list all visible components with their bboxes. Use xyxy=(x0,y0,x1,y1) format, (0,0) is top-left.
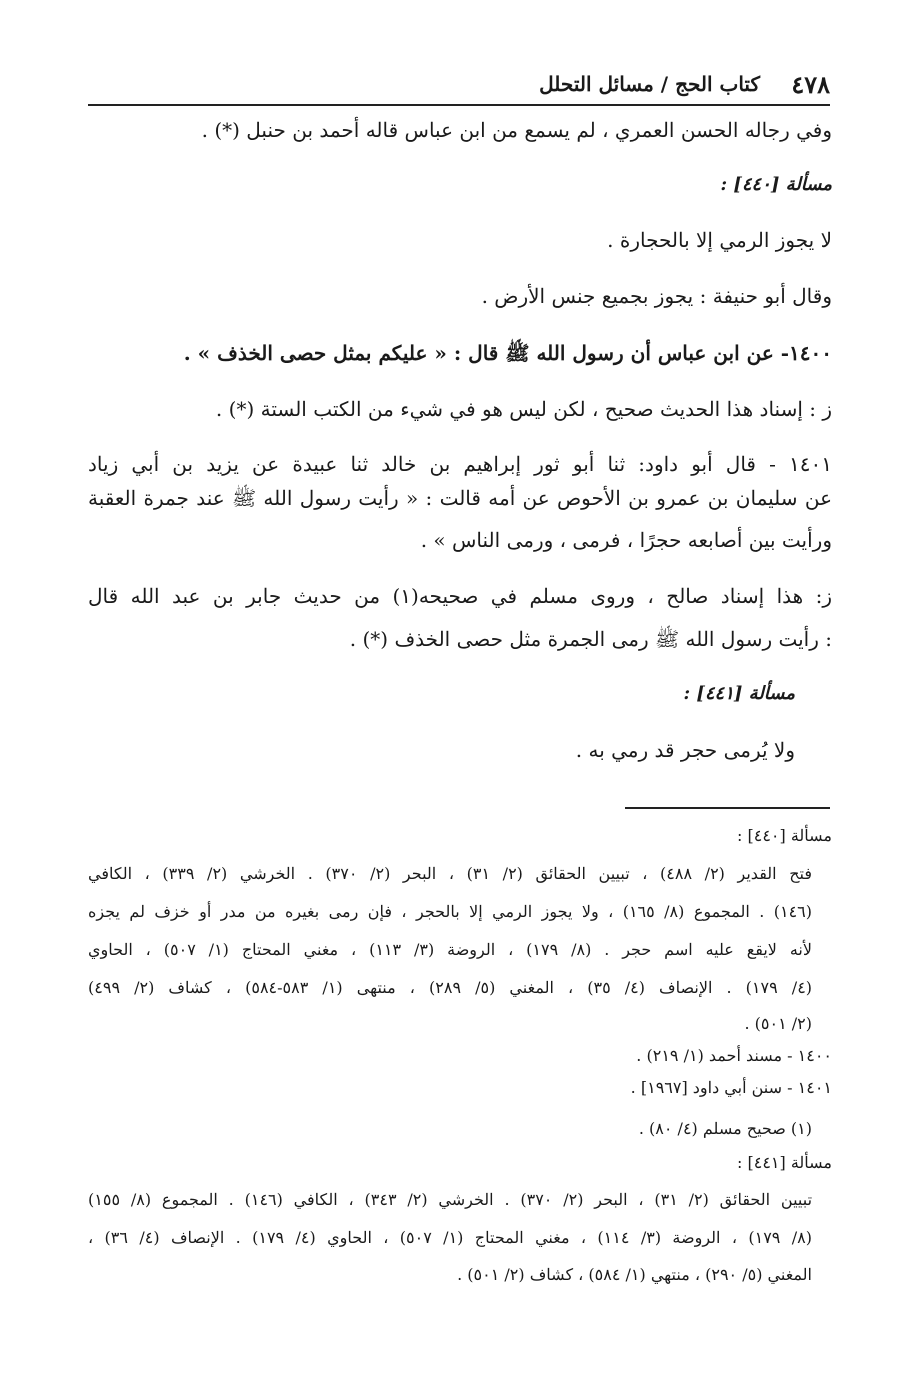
page-number: ٤٧٨ xyxy=(791,70,830,99)
footnote-line: (٤/ ١٧٩) . الإنصاف (٤/ ٣٥) ، المغني (٥/ ٢٨٩) ، منتهى (١/ ٥٨٣-٥٨٤) ، كشاف (٢/ ٤٩٩) xyxy=(88,978,813,997)
issue-heading-440: مسألة [٤٤٠] : xyxy=(720,174,832,195)
hadith-1401-line-2: عن سليمان بن عمرو بن الأحوص عن أمه قالت : « رأيت رسول الله ﷺ عند جمرة العقبة xyxy=(88,486,832,510)
body-line-abu-hanifa: وقال أبو حنيفة : يجوز بجميع جنس الأرض . xyxy=(481,284,832,308)
body-line-muslim: : رأيت رسول الله ﷺ رمى الجمرة مثل حصى الخذف (*) . xyxy=(349,627,832,651)
footnote-line: (٢/ ٥٠١) . xyxy=(744,1014,812,1033)
footnote-line: تبيين الحقائق (٢/ ٣١) ، البحر (٢/ ٣٧٠) . الخرشي (٢/ ٣٤٣) ، الكافي (١٤٦) . المجموع (٨/ ١٥٥) xyxy=(88,1190,813,1209)
running-title: كتاب الحج / مسائل التحلل xyxy=(539,72,760,96)
body-line-ruling-441: ولا يُرمى حجر قد رمي به . xyxy=(575,738,795,762)
footnote-line: المغني (٥/ ٢٩٠) ، منتهي (١/ ٥٨٤) ، كشاف (٢/ ٥٠١) . xyxy=(457,1265,812,1284)
body-line-1: وفي رجاله الحسن العمري ، لم يسمع من ابن عباس قاله أحمد بن حنبل (*) . xyxy=(201,118,832,142)
footnote-source-1401: ١٤٠١ - سنن أبي داود [١٩٦٧] . xyxy=(630,1078,832,1097)
body-line-ruling: لا يجوز الرمي إلا بالحجارة . xyxy=(607,228,832,252)
footnote-line: (١٤٦) . المجموع (٨/ ١٦٥) ، ولا يجوز الرمي إلا بالحجر ، فإن رمى بغيره من مدر أو خزف لم يجزه xyxy=(88,902,812,921)
header-rule xyxy=(88,104,830,106)
hadith-1401-line-3: ورأيت بين أصابعه حجرًا ، فرمى ، ورمى الناس » . xyxy=(420,528,832,552)
hadith-1401-line-1: ١٤٠١ - قال أبو داود: ثنا أبو ثور إبراهيم بن خالد ثنا عبيدة عن يزيد بن أبي زياد xyxy=(88,452,832,476)
footnote-line: (٨/ ١٧٩) ، الروضة (٣/ ١١٤) ، مغني المحتاج (١/ ٥٠٧) ، الحاوي (٤/ ١٧٩) . الإنصاف (٤/ ٣٦) ، xyxy=(88,1228,812,1247)
page-header xyxy=(88,70,830,104)
hadith-1400: ١٤٠٠- عن ابن عباس أن رسول الله ﷺ قال : « عليكم بمثل حصى الخذف » . xyxy=(183,341,832,365)
footnote-rule xyxy=(625,807,830,809)
issue-heading-441: مسألة [٤٤١] : xyxy=(683,683,795,704)
footnote-line: لأنه لايقع عليه اسم حجر . (٨/ ١٧٩) ، الروضة (٣/ ١١٣) ، مغني المحتاج (١/ ٥٠٧) ، الحاوي xyxy=(88,940,812,959)
footnote-muslim: (١) صحيح مسلم (٤/ ٨٠) . xyxy=(638,1119,812,1138)
body-line-isnad-1401: ز: هذا إسناد صالح ، وروى مسلم في صحيحه(١) من حديث جابر بن عبد الله قال xyxy=(88,584,832,608)
footnote-heading-441: مسألة [٤٤١] : xyxy=(737,1153,832,1172)
body-line-isnad-1400: ز : إسناد هذا الحديث صحيح ، لكن ليس هو في شيء من الكتب الستة (*) . xyxy=(215,397,832,421)
footnote-line: فتح القدير (٢/ ٤٨٨) ، تبيين الحقائق (٢/ ٣١) ، البحر (٢/ ٣٧٠) . الخرشي (٢/ ٣٣٩) ، الكافي xyxy=(88,864,813,883)
footnote-heading-440: مسألة [٤٤٠] : xyxy=(737,826,832,845)
footnote-source-1400: ١٤٠٠ - مسند أحمد (١/ ٢١٩) . xyxy=(636,1046,832,1065)
